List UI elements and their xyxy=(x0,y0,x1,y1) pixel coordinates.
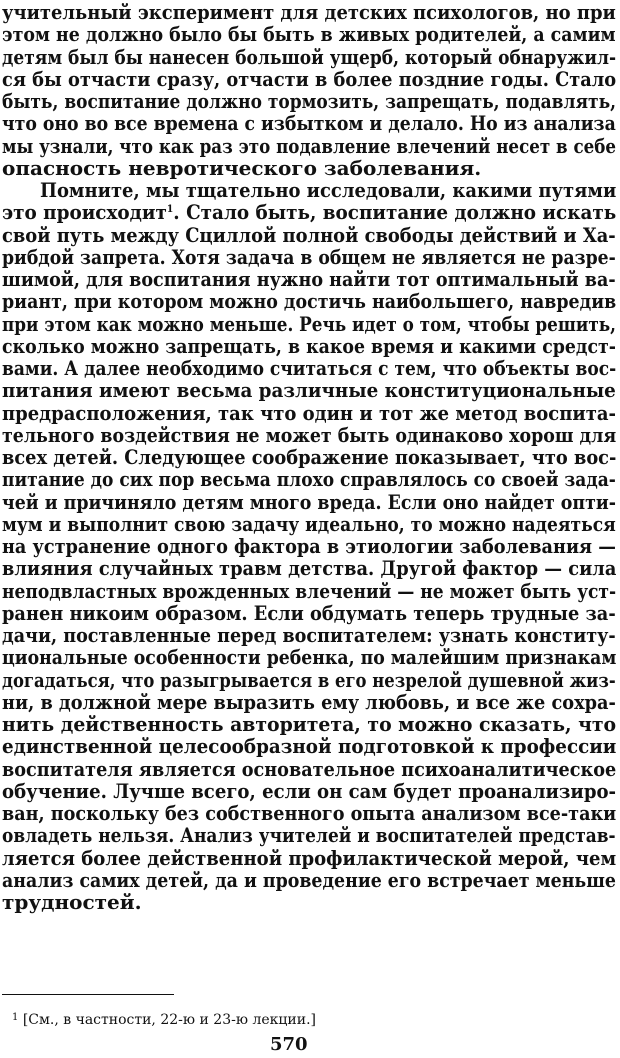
line-text: воспитателя является основательное психоаналитическое xyxy=(2,756,617,781)
line-text: мум и выполнит свою задачу идеально, то можно надеяться xyxy=(2,511,616,536)
line-text: ранен никоим образом. Если обдумать теперь трудные за- xyxy=(2,600,616,625)
line-text: мы узнали, что как раз это подавление влечений несет в себе xyxy=(2,133,617,158)
text-line xyxy=(2,66,617,91)
text-line xyxy=(2,689,616,714)
line-text-continued: . Стало быть, воспитание должно искать xyxy=(173,200,617,225)
line-text: всех детей. Следующее соображение показывает, что вос- xyxy=(2,445,617,469)
footnote xyxy=(12,1012,316,1028)
text-line xyxy=(2,378,616,403)
text-line xyxy=(2,111,616,136)
text-line xyxy=(2,556,617,581)
text-line xyxy=(2,578,617,603)
footnote-divider xyxy=(2,994,174,995)
text-line xyxy=(2,823,616,848)
line-text: на устранение одного фактора в этиологии заболевания — xyxy=(2,534,616,558)
text-line xyxy=(2,333,616,358)
text-line xyxy=(2,803,616,823)
line-text: анализ самих детей, да и проведение его встречает меньше xyxy=(2,867,616,892)
text-line xyxy=(2,645,617,670)
text-line xyxy=(2,400,616,425)
text-line xyxy=(2,289,617,314)
line-text: ляется более действенной профилактической мерой, чем xyxy=(2,845,617,870)
line-text: циональные особенности ребенка, по малейшим признакам xyxy=(2,645,617,670)
text-line xyxy=(2,2,616,22)
line-text: тельного воздействия не может быть одинаково хорош для xyxy=(2,422,617,447)
text-line xyxy=(2,845,617,870)
text-line xyxy=(2,133,617,158)
line-text: ся бы отчасти сразу, отчасти в более поздние годы. Стало xyxy=(2,66,617,91)
text-line xyxy=(2,358,616,378)
text-line xyxy=(2,244,616,269)
text-line xyxy=(2,447,616,467)
line-text: опасность невротического заболевания. xyxy=(2,155,482,180)
page-number: 570 xyxy=(270,1034,308,1055)
text-line xyxy=(2,222,616,247)
text-line xyxy=(2,625,616,645)
line-text: свой путь между Сциллой полной свободы действий и Ха- xyxy=(2,222,616,247)
text-line xyxy=(2,600,616,625)
text-line xyxy=(2,892,142,912)
text-line xyxy=(2,511,616,536)
line-text: ни, в должной мере выразить ему любовь, и все же сохра- xyxy=(2,689,616,714)
text-line xyxy=(2,44,617,69)
line-text: трудностей. xyxy=(2,890,142,914)
footnote-text: [См., в частности, 22-ю и 23-ю лекции.] xyxy=(18,1012,316,1028)
text-line xyxy=(2,200,617,225)
text-line xyxy=(2,489,616,514)
line-text: Помните, мы тщательно исследовали, какими путями xyxy=(40,178,617,202)
text-line xyxy=(40,180,616,200)
text-line xyxy=(2,734,617,759)
line-text: риант, при котором можно достичь наибольшего, навредив xyxy=(2,289,617,314)
line-text: чей и причиняло детям много вреда. Если оно найдет опти- xyxy=(2,489,616,514)
line-text: питание до сих пор весьма плохо справлялось со своей зада- xyxy=(2,467,616,492)
text-line xyxy=(2,269,616,289)
footnote-reference: 1 xyxy=(166,204,174,216)
line-text: предрасположения, так что один и тот же метод воспита- xyxy=(2,400,616,425)
line-text: овладеть нельзя. Анализ учителей и воспитателей представ- xyxy=(2,823,616,848)
text-line xyxy=(2,867,616,892)
text-line xyxy=(2,667,616,692)
text-line xyxy=(2,422,617,447)
text-line xyxy=(2,311,616,336)
line-text: единственной целесообразной подготовкой к профессии xyxy=(2,734,617,759)
line-text: шимой, для воспитания нужно найти тот оптимальный ва- xyxy=(2,267,616,291)
line-text: обучение. Лучше всего, если он сам будет проанализиро- xyxy=(2,778,617,803)
text-line xyxy=(2,91,616,111)
line-text: сколько можно запрещать, в какое время и какими средст- xyxy=(2,333,616,358)
line-text: при этом как можно меньше. Речь идет о том, чтобы решить, xyxy=(2,311,616,336)
text-line xyxy=(2,536,616,556)
line-text: этом не должно было бы быть в живых родителей, а самим xyxy=(2,22,616,47)
line-text: быть, воспитание должно тормозить, запрещать, подавлять, xyxy=(2,89,617,113)
text-line xyxy=(2,155,482,180)
line-text: нить действенность авторитета, то можно сказать, что xyxy=(2,712,617,736)
line-text: вами. А далее необходимо считаться с тем, что объекты вос- xyxy=(2,356,617,380)
text-line xyxy=(2,778,617,803)
text-line xyxy=(2,22,616,47)
text-line xyxy=(2,467,616,492)
line-text: детям был бы нанесен большой ущерб, который обнаружил- xyxy=(2,44,617,69)
line-text: ван, поскольку без собственного опыта анализом все-таки xyxy=(2,801,617,825)
line-text: рибдой запрета. Хотя задача в общем не является не разре- xyxy=(2,244,616,269)
line-text: учительный эксперимент для детских психологов, но при xyxy=(2,0,616,24)
text-line xyxy=(2,714,616,734)
line-text: дачи, поставленные перед воспитателем: узнать конститу- xyxy=(2,623,616,647)
text-line xyxy=(2,756,617,781)
line-text: влияния случайных травм детства. Другой фактор — сила xyxy=(2,556,617,581)
footnote-marker: 1 xyxy=(12,1012,19,1023)
line-text: питания имеют весьма различные конституциональные xyxy=(2,378,616,403)
line-text: что оно во все времена с избытком и делало. Но из анализа xyxy=(2,111,616,136)
line-text: догадаться, что разыгрывается в его незрелой душевной жиз- xyxy=(2,667,616,692)
line-text: это происходит xyxy=(2,200,167,225)
line-text: неподвластных врожденных влечений — не может быть уст- xyxy=(2,578,617,603)
